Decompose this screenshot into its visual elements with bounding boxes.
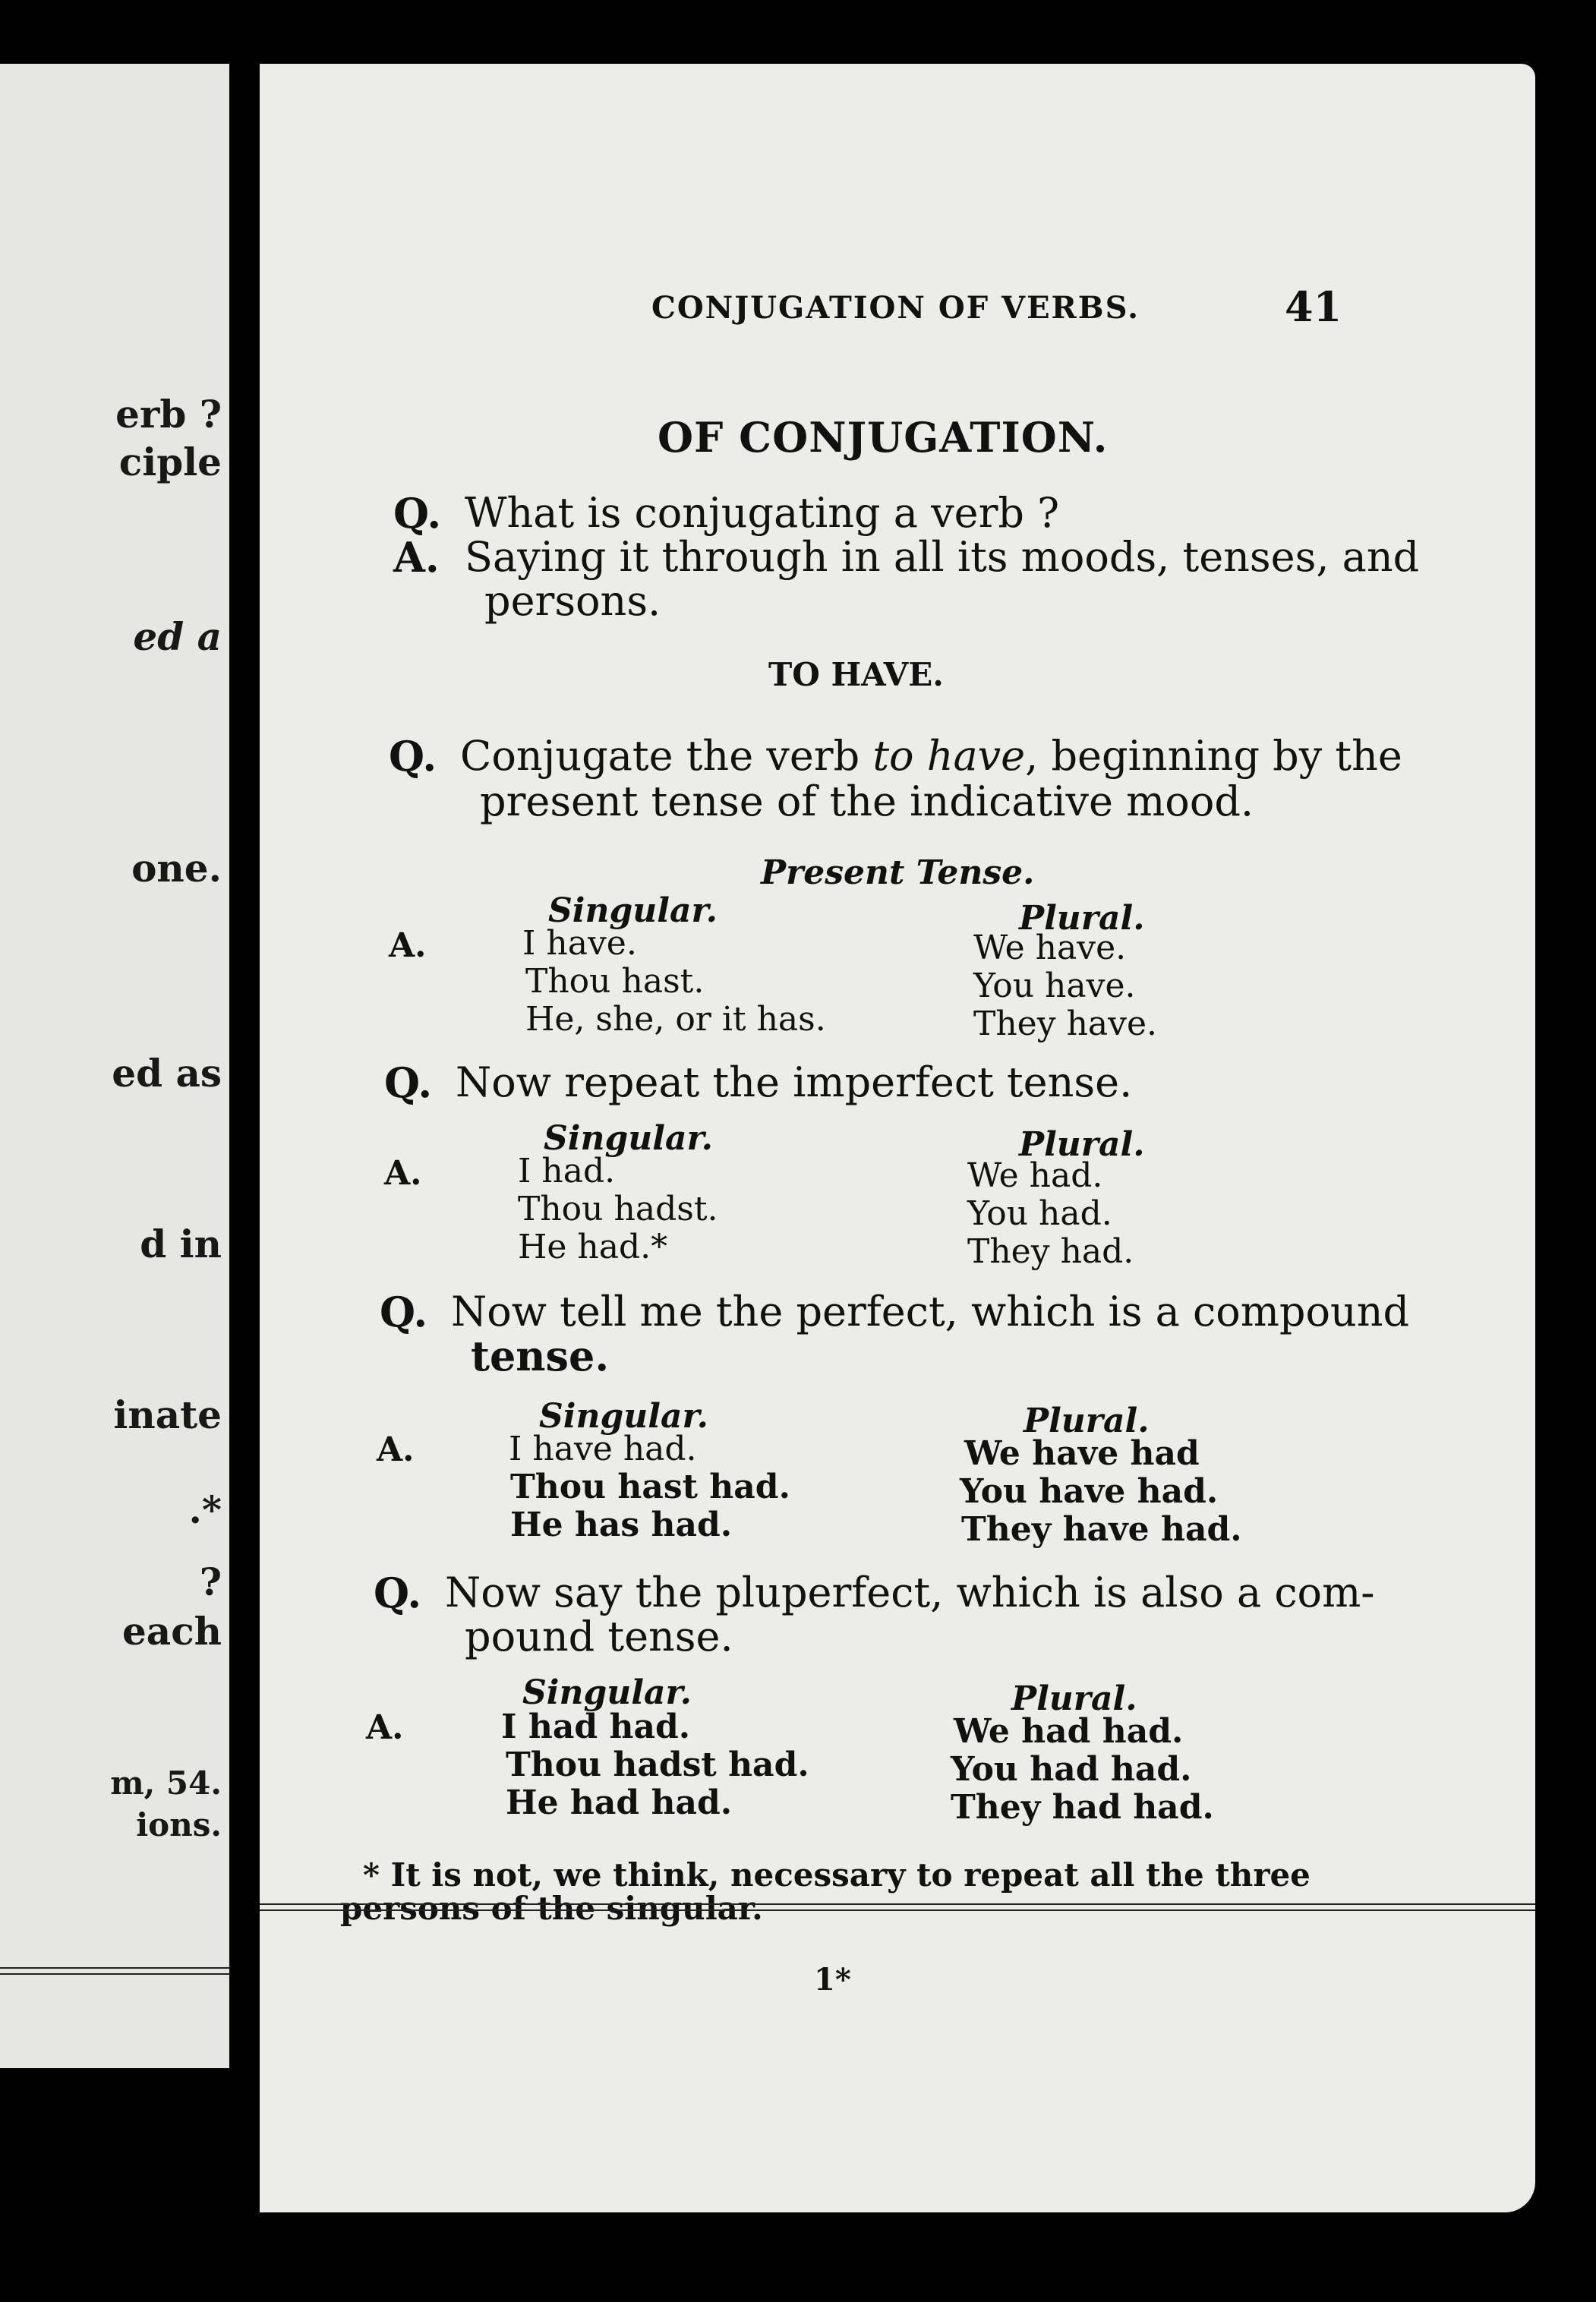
a-mark: A. — [377, 1430, 415, 1469]
question-text: Now repeat the imperfect tense. — [456, 1058, 1133, 1106]
plural-heading: Plural. — [1019, 1125, 1145, 1164]
singular-form: He has had. — [510, 1506, 733, 1544]
footnote-rule — [260, 1903, 1535, 1911]
a-mark: A. — [393, 533, 440, 582]
q2-suffix: , beginning by the — [1025, 732, 1402, 780]
left-fragment: ions. — [136, 1806, 222, 1843]
signature-mark: 1* — [814, 1962, 851, 1998]
plural-form: We had. — [967, 1156, 1103, 1195]
plural-form: You had. — [967, 1194, 1112, 1233]
book-gutter — [229, 53, 260, 2088]
running-title: CONJUGATION OF VERBS. — [651, 290, 1140, 326]
plural-form: You had had. — [951, 1750, 1192, 1789]
singular-form: I have had. — [509, 1430, 697, 1468]
singular-form: Thou hadst had. — [506, 1745, 809, 1784]
left-fragment: .* — [188, 1487, 222, 1532]
singular-form: I have. — [522, 924, 637, 963]
plural-form: They had. — [967, 1232, 1134, 1271]
q-mark: Q. — [393, 489, 442, 538]
plural-form: You have had. — [960, 1472, 1219, 1511]
singular-heading: Singular. — [548, 891, 718, 930]
question-text-line1: Now tell me the perfect, which is a compound — [451, 1288, 1410, 1335]
footnote-line1: * It is not, we think, necessary to repeat all the three — [363, 1856, 1311, 1894]
a-mark: A. — [389, 926, 427, 965]
q-mark: Q. — [384, 1058, 433, 1107]
singular-form: He had had. — [506, 1783, 733, 1822]
singular-form: I had. — [518, 1152, 616, 1190]
singular-form: Thou hast had. — [510, 1468, 790, 1506]
singular-form: He, she, or it has. — [525, 1000, 826, 1039]
left-fragment: m, 54. — [110, 1764, 222, 1802]
plural-form: They have. — [973, 1004, 1158, 1043]
a-mark: A. — [384, 1154, 422, 1193]
q-mark: Q. — [380, 1288, 428, 1336]
q2-italic-term: to have — [872, 732, 1026, 780]
page-number: 41 — [1285, 282, 1342, 331]
singular-form: Thou hast. — [525, 962, 705, 1001]
answer-text-line2: persons. — [484, 577, 661, 625]
left-fragment: ciple — [118, 440, 222, 484]
left-fragment: inate — [113, 1392, 222, 1437]
left-fragment: one. — [131, 846, 222, 891]
question-text-line2: pound tense. — [465, 1613, 733, 1660]
left-fragment: d in — [140, 1222, 222, 1266]
question-text-line1 — [460, 732, 1402, 780]
section-title: OF CONJUGATION. — [658, 413, 1109, 462]
left-fragment: ed as — [112, 1051, 222, 1096]
plural-form: They have had. — [961, 1510, 1242, 1549]
plural-form: We have. — [973, 929, 1127, 967]
answer-text-line1: Saying it through in all its moods, tenses, and — [465, 533, 1420, 581]
question-text-line2: tense. — [471, 1332, 610, 1380]
plural-form: You have. — [973, 967, 1136, 1005]
left-fragment: each — [121, 1609, 222, 1654]
singular-heading: Singular. — [539, 1397, 708, 1436]
tense-label: Present Tense. — [761, 853, 1035, 892]
footnote — [340, 1856, 1350, 1927]
plural-form: We have had — [964, 1434, 1200, 1473]
left-fragment: ed a — [133, 614, 222, 659]
singular-heading: Singular. — [544, 1119, 713, 1158]
question-text: What is conjugating a verb ? — [465, 489, 1060, 537]
singular-form: He had.* — [518, 1228, 668, 1266]
q2-prefix: Conjugate the verb — [460, 732, 873, 780]
left-fragment: erb ? — [115, 392, 222, 437]
right-page — [260, 64, 1535, 2212]
footnote-rule — [0, 1967, 229, 1975]
singular-form: I had had. — [501, 1708, 691, 1746]
plural-form: We had had. — [954, 1712, 1184, 1751]
question-text-line1: Now say the pluperfect, which is also a com- — [445, 1569, 1375, 1616]
sub-heading: TO HAVE. — [768, 656, 944, 693]
q-mark: Q. — [389, 732, 437, 780]
plural-form: They had had. — [951, 1788, 1214, 1827]
q-mark: Q. — [374, 1569, 422, 1617]
left-fragment: ? — [199, 1559, 222, 1604]
left-facing-page — [0, 64, 229, 2068]
plural-heading: Plural. — [1024, 1402, 1150, 1440]
singular-form: Thou hadst. — [518, 1190, 718, 1228]
singular-heading: Singular. — [522, 1673, 692, 1712]
a-mark: A. — [366, 1708, 404, 1747]
plural-heading: Plural. — [1019, 899, 1145, 938]
question-text-line2: present tense of the indicative mood. — [480, 777, 1254, 825]
footnote-line2: persons of the singular. — [340, 1890, 763, 1927]
plural-heading: Plural. — [1011, 1679, 1137, 1718]
